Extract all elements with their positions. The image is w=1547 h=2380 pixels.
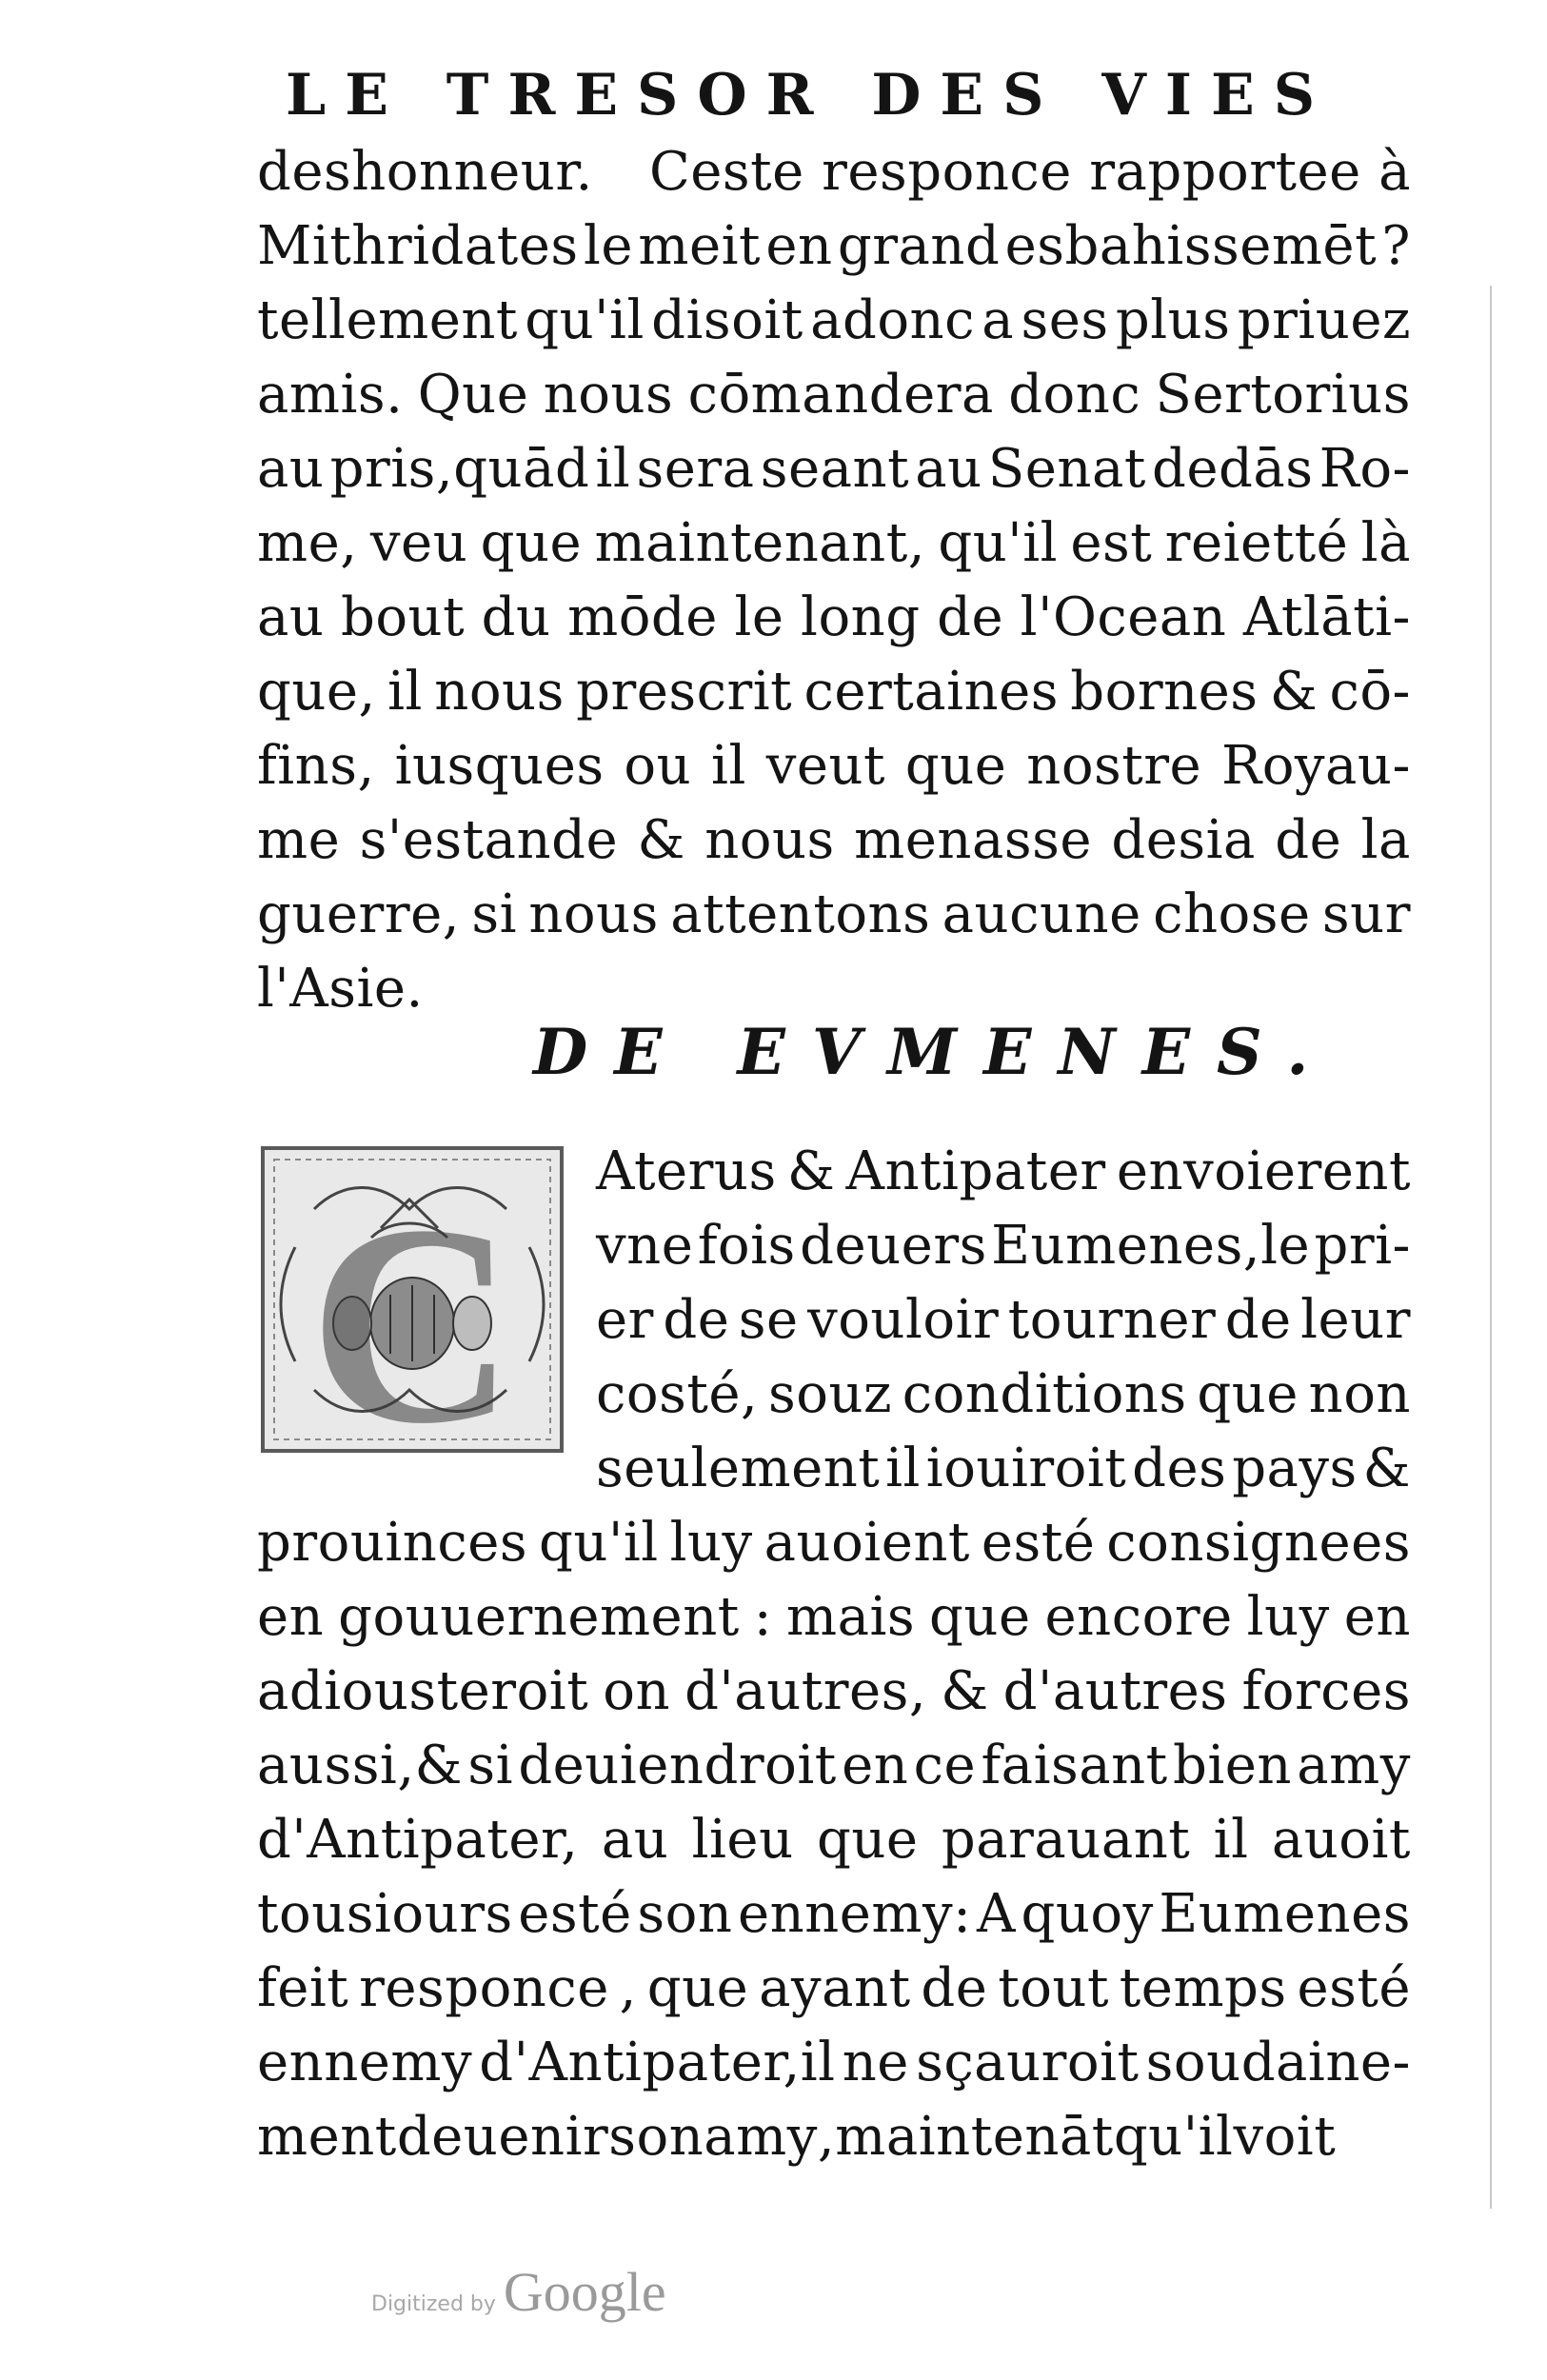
word: tousiours bbox=[257, 1883, 513, 1945]
word: chose bbox=[1153, 883, 1311, 945]
text-line bbox=[257, 506, 1411, 581]
text-line bbox=[257, 878, 1411, 952]
text-line bbox=[257, 2026, 1411, 2100]
word: esbahissemēt bbox=[1004, 215, 1378, 277]
text-line bbox=[257, 2100, 1411, 2174]
word: , bbox=[619, 1957, 637, 2019]
word: long bbox=[801, 586, 921, 648]
word: deshonneur. bbox=[257, 141, 593, 203]
word: sçauroit bbox=[916, 2032, 1140, 2093]
word: au bbox=[257, 586, 325, 648]
text-line bbox=[257, 135, 1411, 209]
word: est bbox=[1070, 512, 1153, 574]
word: que bbox=[1197, 1363, 1299, 1425]
word: grand bbox=[837, 215, 1001, 277]
word: bien bbox=[1173, 1735, 1292, 1796]
word: nous bbox=[528, 883, 659, 945]
word: il bbox=[387, 661, 423, 723]
word: en bbox=[1343, 1586, 1411, 1648]
word: prouinces bbox=[257, 1512, 528, 1574]
word: vne bbox=[596, 1215, 694, 1277]
word: qu'il bbox=[938, 512, 1059, 574]
word: Antipater bbox=[845, 1140, 1106, 1202]
word: aussi,& bbox=[257, 1735, 463, 1796]
word: & bbox=[637, 809, 685, 871]
paragraph-top bbox=[257, 135, 1411, 1026]
word: parauant bbox=[941, 1809, 1191, 1871]
word: & bbox=[786, 1140, 836, 1202]
word: d'Antipater, bbox=[257, 1809, 579, 1871]
word: son bbox=[608, 2106, 704, 2168]
word: deuiendroit bbox=[518, 1735, 837, 1796]
word: maintenāt bbox=[835, 2106, 1114, 2168]
word: d'autres bbox=[1002, 1660, 1228, 1722]
word: Ceste responce rapportee à bbox=[648, 141, 1411, 203]
word: que, bbox=[257, 661, 376, 723]
word: Sertorius bbox=[1155, 364, 1411, 426]
word: ment bbox=[257, 2106, 397, 2168]
text-line bbox=[257, 284, 1411, 358]
text-line bbox=[257, 1432, 1411, 1506]
word: de bbox=[1224, 1289, 1292, 1351]
word: Mithridates bbox=[257, 215, 579, 277]
word: pays bbox=[1232, 1438, 1358, 1499]
word: auoient bbox=[764, 1512, 970, 1574]
word: si bbox=[471, 883, 518, 945]
word: la bbox=[1360, 809, 1411, 871]
text-line bbox=[257, 581, 1411, 655]
word: lieu bbox=[691, 1809, 794, 1871]
text-line bbox=[257, 1952, 1411, 2026]
text-line bbox=[257, 1506, 1411, 1580]
word: Ro- bbox=[1319, 438, 1411, 500]
word: amy bbox=[1297, 1735, 1411, 1796]
word: guerre, bbox=[257, 883, 461, 945]
text-line bbox=[257, 729, 1411, 803]
word: pri- bbox=[1314, 1215, 1411, 1277]
word: veut bbox=[765, 735, 886, 797]
word: de bbox=[663, 1289, 730, 1351]
word: gouuernement bbox=[338, 1586, 740, 1648]
word: deuers bbox=[800, 1215, 987, 1277]
text-line bbox=[257, 1580, 1411, 1655]
text-line bbox=[257, 1877, 1411, 1952]
word: en bbox=[257, 1586, 325, 1648]
word: soudaine- bbox=[1145, 2032, 1411, 2093]
word: auoit bbox=[1271, 1809, 1411, 1871]
text-line bbox=[257, 1803, 1411, 1877]
word: du bbox=[481, 586, 551, 648]
word: là bbox=[1360, 512, 1411, 574]
word: non bbox=[1308, 1363, 1411, 1425]
word: il bbox=[595, 438, 631, 500]
word: me, bbox=[257, 512, 358, 574]
word: vouloir bbox=[807, 1289, 1000, 1351]
word: menasse bbox=[854, 809, 1092, 871]
drop-cap-letter: C bbox=[308, 1166, 516, 1457]
word: sera bbox=[636, 438, 755, 500]
word: tourner bbox=[1007, 1289, 1217, 1351]
word: seant bbox=[760, 438, 910, 500]
word: Que bbox=[417, 364, 529, 426]
word: que bbox=[929, 1586, 1031, 1648]
word: prescrit bbox=[576, 661, 793, 723]
word: fois bbox=[697, 1215, 796, 1277]
word: leur bbox=[1300, 1289, 1411, 1351]
word: aucune bbox=[942, 883, 1141, 945]
word: qu'il bbox=[525, 289, 645, 351]
word: bornes bbox=[1070, 661, 1259, 723]
page-edge-line bbox=[1490, 286, 1492, 2209]
word: Aterus bbox=[596, 1140, 777, 1202]
text-line bbox=[257, 1729, 1411, 1803]
word: souz bbox=[768, 1363, 893, 1425]
word: nostre bbox=[1026, 735, 1202, 797]
running-head: LE TRESOR DES VIES bbox=[286, 62, 1335, 129]
word: en bbox=[842, 1735, 909, 1796]
word: des bbox=[1132, 1438, 1227, 1499]
word: l'Asie. bbox=[257, 958, 424, 1020]
word: on bbox=[603, 1660, 671, 1722]
word: priuez bbox=[1237, 289, 1411, 351]
text-line bbox=[257, 1283, 1411, 1358]
text-line bbox=[257, 1135, 1411, 1209]
word: nous bbox=[704, 809, 835, 871]
word: que bbox=[480, 512, 583, 574]
word: forces bbox=[1241, 1660, 1411, 1722]
paragraph-bottom bbox=[257, 1135, 1411, 2174]
word: ? bbox=[1381, 215, 1411, 277]
word: adiousteroit bbox=[257, 1660, 589, 1722]
word: ennemy bbox=[257, 2032, 473, 2093]
word: meit bbox=[638, 215, 761, 277]
word: reietté bbox=[1164, 512, 1349, 574]
word: sur bbox=[1321, 883, 1411, 945]
word: me bbox=[257, 809, 341, 871]
word: esté bbox=[1297, 1957, 1411, 2019]
word: s'estande bbox=[359, 809, 619, 871]
word: certaines bbox=[803, 661, 1059, 723]
word: tellement bbox=[257, 289, 518, 351]
word: : bbox=[753, 1586, 773, 1648]
word: fins, bbox=[257, 735, 375, 797]
text-line bbox=[257, 432, 1411, 506]
word: deuenir bbox=[396, 2106, 609, 2168]
word: ce bbox=[913, 1735, 977, 1796]
word: , bbox=[817, 2106, 836, 2168]
word: Senat bbox=[987, 438, 1146, 500]
word: en bbox=[765, 215, 833, 277]
word: luy bbox=[1246, 1586, 1330, 1648]
word: responce bbox=[359, 1957, 609, 2019]
word: amis. bbox=[257, 364, 404, 426]
word: de bbox=[937, 586, 1004, 648]
word: temps bbox=[1119, 1957, 1287, 2019]
word: le bbox=[734, 586, 784, 648]
word: d'autres, bbox=[684, 1660, 927, 1722]
word: qu'il bbox=[539, 1512, 659, 1574]
word: & bbox=[941, 1660, 989, 1722]
word: veu bbox=[369, 512, 468, 574]
word: ses bbox=[1021, 289, 1109, 351]
word: qu'il bbox=[1113, 2106, 1234, 2168]
word: cōmandera bbox=[687, 364, 994, 426]
word: nous bbox=[543, 364, 674, 426]
word: & bbox=[1269, 661, 1319, 723]
word: disoit bbox=[651, 289, 803, 351]
word: ayant bbox=[759, 1957, 911, 2019]
word: Atlāti- bbox=[1242, 586, 1411, 648]
word: de bbox=[1275, 809, 1342, 871]
digitized-footer bbox=[371, 2260, 666, 2323]
text-line bbox=[257, 1358, 1411, 1432]
word: que bbox=[646, 1957, 749, 2019]
word: maintenant, bbox=[594, 512, 926, 574]
word: Eumenes bbox=[1159, 1883, 1411, 1945]
word: faisant bbox=[981, 1735, 1168, 1796]
word: le bbox=[583, 215, 634, 277]
text-line bbox=[257, 358, 1411, 432]
word: donc bbox=[1008, 364, 1141, 426]
text-line bbox=[257, 803, 1411, 878]
word: au bbox=[257, 438, 325, 500]
word: cō- bbox=[1329, 661, 1411, 723]
word: plus bbox=[1115, 289, 1231, 351]
text-line bbox=[257, 1209, 1411, 1283]
word: d'Antipater,il bbox=[479, 2032, 836, 2093]
digitized-by-label: Digitized by bbox=[371, 2292, 496, 2316]
word: desia bbox=[1111, 809, 1256, 871]
word: l'Ocean bbox=[1020, 586, 1227, 648]
word: adonc bbox=[810, 289, 975, 351]
word: nous bbox=[434, 661, 565, 723]
word: a bbox=[982, 289, 1015, 351]
word: mōde bbox=[567, 586, 718, 648]
word: encore bbox=[1044, 1586, 1233, 1648]
word: amy bbox=[704, 2106, 818, 2168]
word: A bbox=[977, 1883, 1016, 1945]
text-line bbox=[257, 655, 1411, 729]
word: au bbox=[601, 1809, 669, 1871]
word: pris,quād bbox=[329, 438, 590, 500]
word: ne bbox=[842, 2032, 909, 2093]
word: costé, bbox=[596, 1363, 759, 1425]
word: envoierent bbox=[1116, 1140, 1411, 1202]
word: que bbox=[904, 735, 1007, 797]
word: seulement bbox=[596, 1438, 881, 1499]
word: consignees bbox=[1106, 1512, 1411, 1574]
word: si bbox=[467, 1735, 513, 1796]
word: ou bbox=[624, 735, 692, 797]
word: se bbox=[738, 1289, 799, 1351]
word: conditions bbox=[902, 1363, 1187, 1425]
word: mais bbox=[785, 1586, 916, 1648]
word: que bbox=[816, 1809, 919, 1871]
word: iusques bbox=[394, 735, 605, 797]
word: au bbox=[915, 438, 982, 500]
word: Royau- bbox=[1221, 735, 1411, 797]
word: & bbox=[1362, 1438, 1411, 1499]
word: esté bbox=[518, 1883, 632, 1945]
word: quoy bbox=[1021, 1883, 1154, 1945]
text-line bbox=[257, 1655, 1411, 1729]
google-logo: Google bbox=[503, 2261, 666, 2323]
word: bout bbox=[340, 586, 466, 648]
word: iouiroit bbox=[925, 1438, 1127, 1499]
word: il bbox=[885, 1438, 921, 1499]
word: attentons bbox=[670, 883, 931, 945]
word: tout bbox=[998, 1957, 1109, 2019]
word: son bbox=[637, 1883, 733, 1945]
word: feit bbox=[257, 1957, 349, 2019]
word: luy bbox=[669, 1512, 753, 1574]
word: il bbox=[1213, 1809, 1249, 1871]
word: Eumenes,le bbox=[991, 1215, 1311, 1277]
word: esté bbox=[981, 1512, 1096, 1574]
word: de bbox=[921, 1957, 988, 2019]
word: er bbox=[596, 1289, 654, 1351]
word: voit bbox=[1233, 2106, 1337, 2168]
section-heading: DE EVMENES. bbox=[533, 1015, 1336, 1089]
word: dedās bbox=[1152, 438, 1314, 500]
text-line bbox=[257, 209, 1411, 284]
word: il bbox=[711, 735, 746, 797]
word: ennemy: bbox=[737, 1883, 972, 1945]
